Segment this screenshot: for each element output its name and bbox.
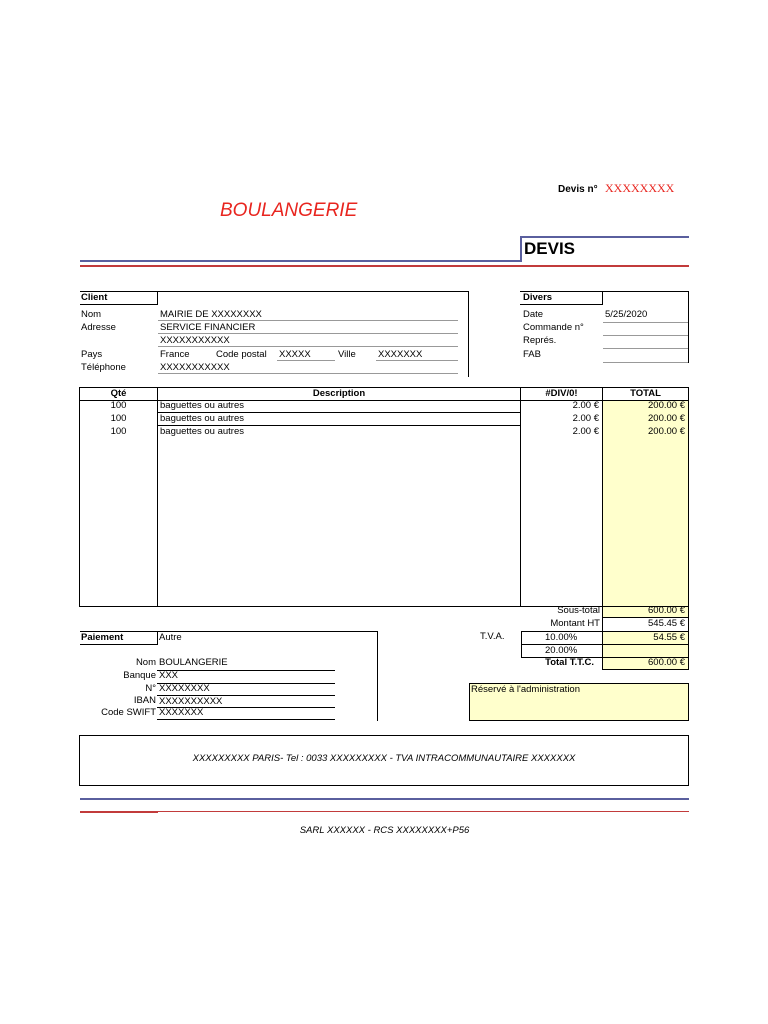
payment-mode: Autre	[159, 632, 182, 643]
row-unit: 2.00 €	[572, 400, 599, 411]
tva-amount-1: 54.55 €	[653, 632, 685, 643]
row-total: 200.00 €	[648, 400, 685, 411]
client-tel-line	[158, 373, 458, 374]
client-adresse1-line	[158, 333, 458, 334]
sous-total-value: 600.00 €	[648, 605, 685, 616]
admin-label: Réservé à l'administration	[471, 684, 580, 695]
tva-label: T.V.A.	[480, 631, 505, 642]
divers-label-divider	[602, 291, 603, 304]
client-label-underline	[80, 304, 158, 305]
divers-date-label: Date	[523, 309, 544, 320]
divers-repres-label: Représ.	[523, 335, 557, 346]
client-adresse1: SERVICE FINANCIER	[160, 322, 256, 333]
payment-banque: XXX	[159, 670, 179, 681]
payment-top-border	[80, 631, 377, 632]
payment-no: XXXXXXXX	[159, 683, 210, 694]
payment-label-divider	[157, 631, 158, 644]
payment-nom-label: Nom	[135, 657, 156, 668]
row-desc: baguettes ou autres	[160, 400, 244, 411]
client-cp-label: Code postal	[216, 349, 267, 360]
payment-iban-label: IBAN	[133, 695, 156, 706]
divers-fab-line	[603, 362, 688, 363]
divers-fab-label: FAB	[523, 349, 541, 360]
divers-label-underline	[520, 304, 603, 305]
payment-nom-line	[157, 670, 335, 671]
devis-number-value: XXXXXXXX	[605, 181, 675, 195]
client-ville-label: Ville	[338, 349, 356, 360]
devis-tab-top	[520, 236, 689, 238]
client-cp-line	[277, 360, 335, 361]
row-qty: 100	[110, 400, 127, 411]
client-section-label: Client	[81, 292, 108, 303]
company-name: BOULANGERIE	[220, 200, 358, 221]
row-desc: baguettes ou autres	[160, 426, 244, 437]
client-tel: XXXXXXXXXXX	[160, 362, 230, 373]
payment-label-underline	[80, 644, 158, 645]
footer-info: XXXXXXXXX PARIS- Tel : 0033 XXXXXXXXX - TVA INTRACOMMUNAUTAIRE XXXXXXX	[192, 753, 576, 764]
client-adresse2: XXXXXXXXXXX	[160, 335, 230, 346]
ttc-value: 600.00 €	[648, 657, 685, 668]
client-top-border	[80, 291, 469, 292]
client-adresse-label: Adresse	[81, 322, 116, 333]
divers-right-border	[688, 291, 689, 363]
footer-legal: SARL XXXXXX - RCS XXXXXXXX+P56	[299, 825, 470, 836]
payment-no-label: N°	[145, 683, 156, 694]
payment-swift-line	[157, 719, 335, 720]
footer-red-line-right	[158, 811, 689, 812]
montant-ht-label: Montant HT	[550, 618, 600, 629]
devis-tab-left	[520, 236, 522, 262]
header-blue-line	[80, 260, 522, 262]
payment-right-border	[377, 631, 378, 721]
client-nom-label: Nom	[81, 309, 102, 320]
payment-swift-label: Code SWIFT	[101, 707, 156, 718]
divers-section-label: Divers	[523, 292, 553, 303]
row-desc: baguettes ou autres	[160, 413, 244, 424]
tva-rate-1: 10.00%	[545, 632, 578, 643]
montant-ht-value: 545.45 €	[648, 618, 685, 629]
items-col-divider-1	[157, 387, 158, 607]
devis-number-label: Devis n°	[558, 184, 598, 195]
doc-title: DEVIS	[524, 239, 576, 258]
client-tel-label: Téléphone	[81, 362, 126, 373]
client-nom-line	[158, 320, 458, 321]
row-qty: 100	[110, 426, 127, 437]
payment-section-label: Paiement	[81, 632, 124, 643]
row-qty: 100	[110, 413, 127, 424]
divers-date: 5/25/2020	[605, 309, 648, 320]
client-pays-label: Pays	[81, 349, 103, 360]
divers-repres-line	[603, 348, 688, 349]
footer-blue-line	[80, 798, 689, 800]
payment-iban: XXXXXXXXXX	[159, 696, 223, 707]
divers-commande-line	[603, 335, 688, 336]
client-ville-line	[376, 360, 458, 361]
row-unit: 2.00 €	[572, 413, 599, 424]
payment-nom: BOULANGERIE	[159, 657, 228, 668]
payment-banque-label: Banque	[123, 670, 156, 681]
client-nom: MAIRIE DE XXXXXXXX	[160, 309, 262, 320]
divers-commande-label: Commande n°	[523, 322, 584, 333]
row-unit: 2.00 €	[572, 426, 599, 437]
sous-total-label: Sous-total	[557, 605, 600, 616]
col-header-total: TOTAL	[630, 388, 661, 399]
client-label-divider	[157, 291, 158, 304]
col-header-unit: #DIV/0!	[545, 388, 578, 399]
row-total: 200.00 €	[648, 413, 685, 424]
client-cp: XXXXX	[279, 349, 311, 360]
client-pays: France	[160, 349, 190, 360]
row-total: 200.00 €	[648, 426, 685, 437]
client-adresse2-line	[158, 346, 458, 347]
col-header-qty: Qté	[110, 388, 127, 399]
col-header-desc: Description	[312, 388, 366, 399]
client-ville: XXXXXXX	[378, 349, 423, 360]
divers-date-line	[603, 322, 688, 323]
tva-rate-2: 20.00%	[545, 645, 578, 656]
tva-amount-divider	[602, 644, 689, 645]
footer-red-line-left	[80, 811, 158, 813]
header-red-line	[80, 265, 689, 267]
payment-swift: XXXXXXX	[159, 707, 204, 718]
ttc-label: Total T.T.C.	[545, 657, 594, 668]
